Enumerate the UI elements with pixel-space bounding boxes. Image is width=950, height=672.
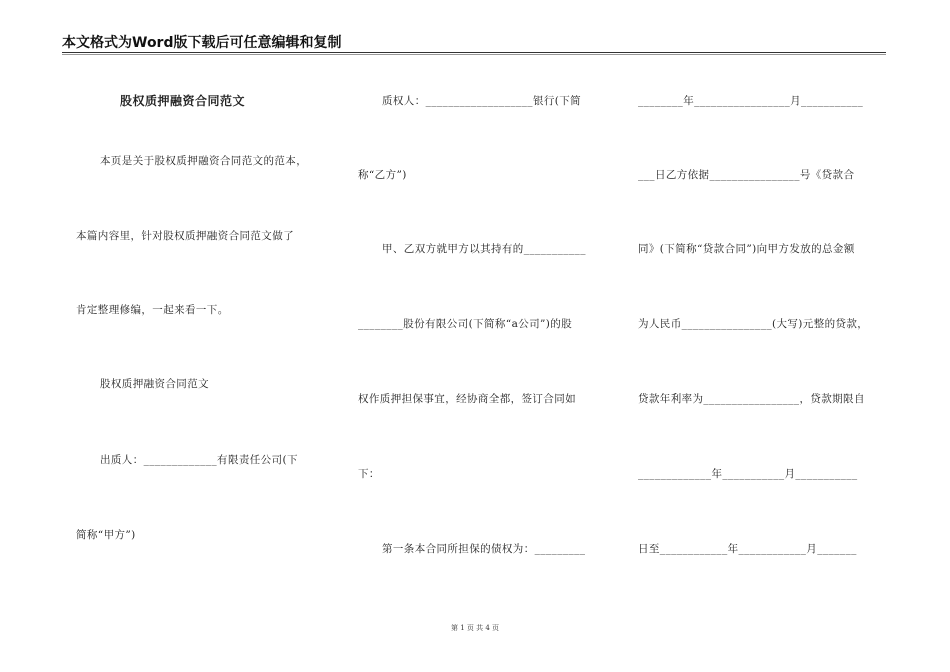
text-line: 甲、乙双方就甲方以其持有的___________	[382, 243, 586, 255]
text-line: 贷款年利率为_________________，贷款期限自	[638, 393, 865, 405]
text-line: 本页是关于股权质押融资合同范文的范本，	[100, 155, 308, 167]
text-line: 权作质押担保事宜，经协商全都，签订合同如	[358, 393, 576, 405]
header-rule-thin	[62, 54, 886, 55]
text-line: 日至____________年____________月_______	[638, 543, 857, 555]
text-line: 本篇内容里，针对股权质押融资合同范文做了	[76, 230, 294, 242]
text-line: 肯定整理修编，一起来看一下。	[76, 304, 229, 316]
text-line: 第一条本合同所担保的债权为：_________	[382, 543, 586, 555]
text-line: ________股份有限公司(下简称“a公司”)的股	[358, 318, 573, 330]
text-line: ________年_________________月___________	[638, 95, 864, 107]
header-rule	[62, 52, 886, 53]
text-line: 质权人：___________________银行(下简	[382, 95, 582, 107]
text-line: 同》(下简称“贷款合同”)向甲方发放的总金额	[638, 243, 855, 255]
text-line: ___日乙方依据________________号《贷款合	[638, 169, 855, 181]
document-header: 本文格式为Word版下载后可任意编辑和复制	[62, 35, 342, 51]
text-line: 下：	[358, 468, 380, 480]
document-title: 股权质押融资合同范文	[120, 94, 246, 108]
text-line: 简称“甲方”)	[76, 529, 136, 541]
text-line: 出质人：_____________有限责任公司(下	[100, 454, 298, 466]
page-number: 第 1 页 共 4 页	[450, 624, 500, 632]
text-line: 为人民币________________(大写)元整的贷款，	[638, 318, 869, 330]
text-line: 称“乙方”)	[358, 169, 407, 181]
text-line: _____________年___________月___________	[638, 468, 858, 480]
section-heading: 股权质押融资合同范文	[100, 378, 209, 390]
